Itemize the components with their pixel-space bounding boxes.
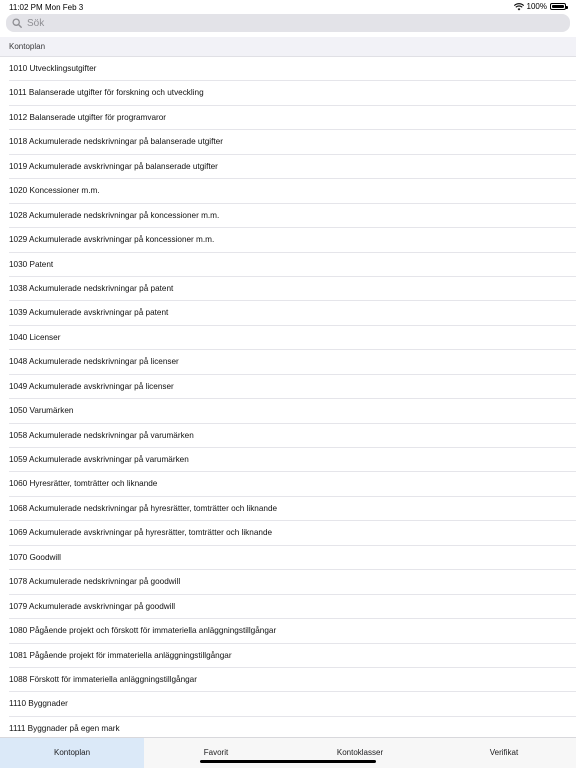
battery-icon <box>550 3 566 10</box>
account-label: 1050 Varumärken <box>9 406 74 416</box>
tab-kontoplan[interactable] <box>0 738 144 768</box>
account-label: 1111 Byggnader på egen mark <box>9 723 120 733</box>
battery-percent: 100% <box>526 2 547 11</box>
account-row[interactable] <box>9 130 576 154</box>
account-row[interactable] <box>9 277 576 301</box>
account-row[interactable] <box>9 204 576 228</box>
account-row[interactable] <box>9 595 576 619</box>
home-indicator <box>200 760 376 763</box>
account-row[interactable] <box>9 155 576 179</box>
account-row[interactable] <box>9 81 576 105</box>
tab-verifikat[interactable] <box>432 738 576 768</box>
tab-bar <box>0 737 576 768</box>
account-label: 1040 Licenser <box>9 332 61 342</box>
account-row[interactable] <box>9 424 576 448</box>
account-label: 1079 Ackumulerade avskrivningar på goodwill <box>9 601 176 611</box>
account-label: 1019 Ackumulerade avskrivningar på balanserade utgifter <box>9 161 218 171</box>
account-row[interactable] <box>9 57 576 81</box>
status-right <box>514 2 566 11</box>
tab-label: Verifikat <box>489 748 519 757</box>
account-label: 1058 Ackumulerade nedskrivningar på varumärken <box>9 430 194 440</box>
account-row[interactable] <box>9 692 576 716</box>
account-label: 1060 Hyresrätter, tomträtter och liknande <box>9 479 158 489</box>
account-label: 1078 Ackumulerade nedskrivningar på goodwill <box>9 577 181 587</box>
account-row[interactable] <box>9 644 576 668</box>
account-row[interactable] <box>9 546 576 570</box>
wifi-icon <box>514 3 524 11</box>
account-row[interactable] <box>9 179 576 203</box>
account-row[interactable] <box>9 668 576 692</box>
account-label: 1048 Ackumulerade nedskrivningar på licenser <box>9 357 179 367</box>
account-label: 1038 Ackumulerade nedskrivningar på patent <box>9 283 174 293</box>
status-date: Mon Feb 3 <box>45 3 84 12</box>
account-label: 1012 Balanserade utgifter för programvaror <box>9 112 167 122</box>
section-header <box>0 37 576 57</box>
account-label: 1010 Utvecklingsutgifter <box>9 64 97 73</box>
account-row[interactable] <box>9 228 576 252</box>
account-row[interactable] <box>9 399 576 423</box>
account-row[interactable] <box>9 717 576 737</box>
account-label: 1018 Ackumulerade nedskrivningar på balanserade utgifter <box>9 137 223 147</box>
account-row[interactable] <box>9 253 576 277</box>
account-label: 1028 Ackumulerade nedskrivningar på koncessioner m.m. <box>9 210 220 220</box>
account-label: 1049 Ackumulerade avskrivningar på licenser <box>9 381 174 391</box>
account-row[interactable] <box>9 106 576 130</box>
account-label: 1068 Ackumulerade nedskrivningar på hyresrätter, tomträtter och liknande <box>9 503 278 513</box>
account-label: 1059 Ackumulerade avskrivningar på varumärken <box>9 455 189 464</box>
section-title: Kontoplan <box>9 42 46 51</box>
account-row[interactable] <box>9 497 576 521</box>
account-row[interactable] <box>9 619 576 643</box>
account-label: 1069 Ackumulerade avskrivningar på hyresrätter, tomträtter och liknande <box>9 528 273 538</box>
tab-kontoklasser[interactable] <box>288 738 432 768</box>
search-bar <box>6 14 570 32</box>
status-time: 11:02 PM <box>9 3 43 12</box>
account-label: 1030 Patent <box>9 259 54 269</box>
search-input[interactable] <box>27 18 547 29</box>
account-row[interactable] <box>9 472 576 496</box>
account-label: 1039 Ackumulerade avskrivningar på patent <box>9 308 169 318</box>
account-row[interactable] <box>9 570 576 594</box>
search-icon <box>12 18 22 28</box>
account-list <box>0 57 576 737</box>
account-label: 1070 Goodwill <box>9 552 61 562</box>
account-label: 1081 Pågående projekt för immateriella anläggningstillgångar <box>9 650 232 660</box>
account-label: 1088 Förskott för immateriella anläggningstillgångar <box>9 674 197 684</box>
account-label: 1110 Byggnader <box>9 699 68 709</box>
account-row[interactable] <box>9 326 576 350</box>
tab-favorit[interactable] <box>144 738 288 768</box>
status-bar <box>0 0 576 14</box>
account-row[interactable] <box>9 301 576 325</box>
account-label: 1011 Balanserade utgifter för forskning och utveckling <box>9 88 204 98</box>
account-label: 1020 Koncessioner m.m. <box>9 186 100 196</box>
battery-fill <box>552 5 564 8</box>
account-row[interactable] <box>9 448 576 472</box>
account-row[interactable] <box>9 375 576 399</box>
account-row[interactable] <box>9 350 576 374</box>
account-row[interactable] <box>9 521 576 545</box>
account-label: 1029 Ackumulerade avskrivningar på koncessioner m.m. <box>9 235 215 245</box>
tab-label: Kontoplan <box>53 748 91 757</box>
tab-label: Favorit <box>203 748 229 757</box>
search-box[interactable] <box>6 14 570 32</box>
account-label: 1080 Pågående projekt och förskott för immateriella anläggningstillgångar <box>9 626 277 636</box>
tab-label: Kontoklasser <box>336 748 384 757</box>
